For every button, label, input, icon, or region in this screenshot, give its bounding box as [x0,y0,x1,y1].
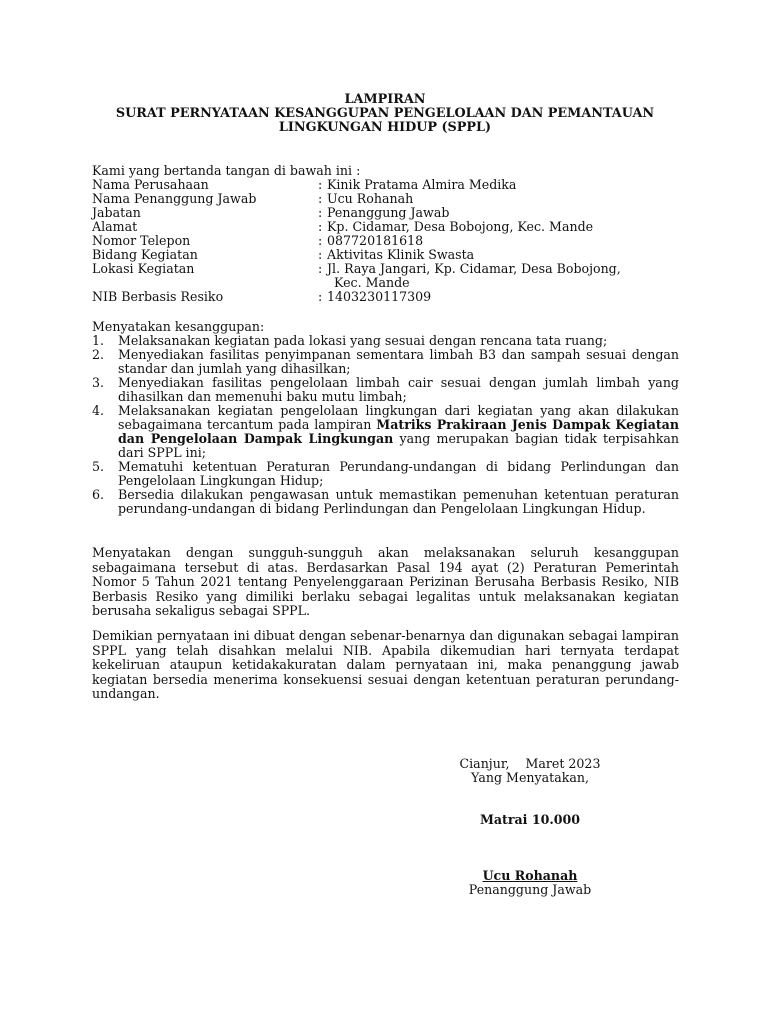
info-label: Jabatan [92,205,141,220]
info-label: Bidang Kegiatan [92,247,198,262]
list-item [92,334,679,348]
header-lampiran: LAMPIRAN [344,92,426,107]
statement-paragraph: Menyatakan dengan sungguh-sungguh akan melaksanakan seluruh kesanggupan sebagaimana tersebut di atas. Berdasarkan Pasal 194 ayat (2) Peraturan Pemerintah Nomor 5 Tahun 2021 tentang Penyelenggaraan Perizinan Berusaha Berbasis Resiko, NIB Berbasis Resiko yang dimiliki berlaku sebagai legalitas untuk melaksanakan kegiatan berusaha sekaligus sebagai SPPL. [92,545,679,619]
closing-paragraph: Demikian pernyataan ini dibuat dengan sebenar-benarnya dan digunakan sebagai lampiran SPPL yang telah disahkan melalui NIB. Apabila dikemudian hari ternyata terdapat kekeliruan ataupun ketidakakuratan dalam pernyataan ini, maka penanggung jawab kegiatan bersedia menerima konsekuensi sesuai dengan ketentuan peraturan perundang-undangan. [92,628,679,702]
list-number: 1. [92,333,105,348]
list-text: Bersedia dilakukan pengawasan untuk memastikan pemenuhan ketentuan peraturan perundang-undangan di bidang Perlindungan dan Pengelolaan Lingkungan Hidup. [118,487,679,516]
list-number: 6. [92,487,105,502]
info-row-phone [92,234,692,248]
document-header [90,93,680,135]
signatory-role: Penanggung Jawab [468,882,592,897]
info-row-position [92,206,692,220]
info-value: Ucu Rohanah [327,191,414,206]
info-colon: : [318,247,323,262]
signatory-name: Ucu Rohanah [482,868,578,883]
info-row-address [92,220,692,234]
list-text-before: Melaksanakan kegiatan pengelolaan lingkungan dari kegiatan yang akan dilakukan sebagaimana tercantum pada lampiran [118,403,679,432]
info-label: Nama Perusahaan [92,177,209,192]
list-number: 3. [92,375,105,390]
matrix-reference: Matriks Prakiraan Jenis Dampak Kegiatan dan Pengelolaan Dampak Lingkungan [118,417,679,446]
info-colon: : [318,191,323,206]
info-colon: : [318,219,323,234]
info-colon: : [318,261,323,276]
info-row-location [92,262,692,290]
info-label: NIB Berbasis Resiko [92,289,224,304]
info-label: Alamat [92,219,138,234]
stamp-duty-label: Matrai 10.000 [479,812,581,827]
list-text [118,404,679,460]
info-value: Kp. Cidamar, Desa Bobojong, Kec. Mande [327,219,594,234]
header-subtitle: LINGKUNGAN HIDUP (SPPL) [278,120,492,135]
info-value [327,262,692,290]
commitments-list [92,334,679,516]
list-number: 2. [92,347,105,362]
info-value: Aktivitas Klinik Swasta [327,247,475,262]
signature-place-date: Cianjur, Maret 2023 [459,756,601,771]
info-colon: : [318,205,323,220]
info-value: 1403230117309 [327,289,432,304]
commitments-title: Menyatakan kesanggupan: [92,319,265,334]
location-line-2: Kec. Mande [334,275,410,290]
info-label: Nama Penanggung Jawab [92,191,257,206]
info-row-company [92,178,692,192]
signature-declarant: Yang Menyatakan, [471,770,589,785]
list-text: Menyediakan fasilitas penyimpanan sementara limbah B3 dan sampah sesuai dengan standar dan jumlah yang dihasilkan; [118,347,679,376]
list-text-after: yang merupakan bagian tidak terpisahkan dari SPPL ini; [118,431,680,460]
intro-text: Kami yang bertanda tangan di bawah ini : [92,163,361,178]
list-item [92,460,679,488]
list-text: Mematuhi ketentuan Peraturan Perundang-undangan di bidang Perlindungan dan Pengelolaan Lingkungan Hidup; [118,459,679,488]
info-colon: : [318,289,323,304]
list-item [92,404,679,460]
list-number: 5. [92,459,105,474]
info-row-responsible [92,192,692,206]
info-row-nib [92,290,692,304]
info-row-field [92,248,692,262]
location-line-1: Jl. Raya Jangari, Kp. Cidamar, Desa Bobojong, [327,261,621,276]
info-colon: : [318,177,323,192]
info-value: 087720181618 [327,233,424,248]
list-text: Melaksanakan kegiatan pada lokasi yang sesuai dengan rencana tata ruang; [118,333,608,348]
header-title: SURAT PERNYATAAN KESANGGUPAN PENGELOLAAN DAN PEMANTAUAN [115,106,655,121]
info-value: Kinik Pratama Almira Medika [327,177,517,192]
info-label: Nomor Telepon [92,233,191,248]
list-item [92,488,679,516]
company-info [92,178,692,304]
list-number: 4. [92,403,105,418]
info-value: Penanggung Jawab [327,205,450,220]
info-colon: : [318,233,323,248]
info-label: Lokasi Kegiatan [92,261,195,276]
list-item [92,348,679,376]
list-item [92,376,679,404]
list-text: Menyediakan fasilitas pengelolaan limbah cair sesuai dengan jumlah limbah yang dihasilkan dan memenuhi baku mutu limbah; [118,375,679,404]
